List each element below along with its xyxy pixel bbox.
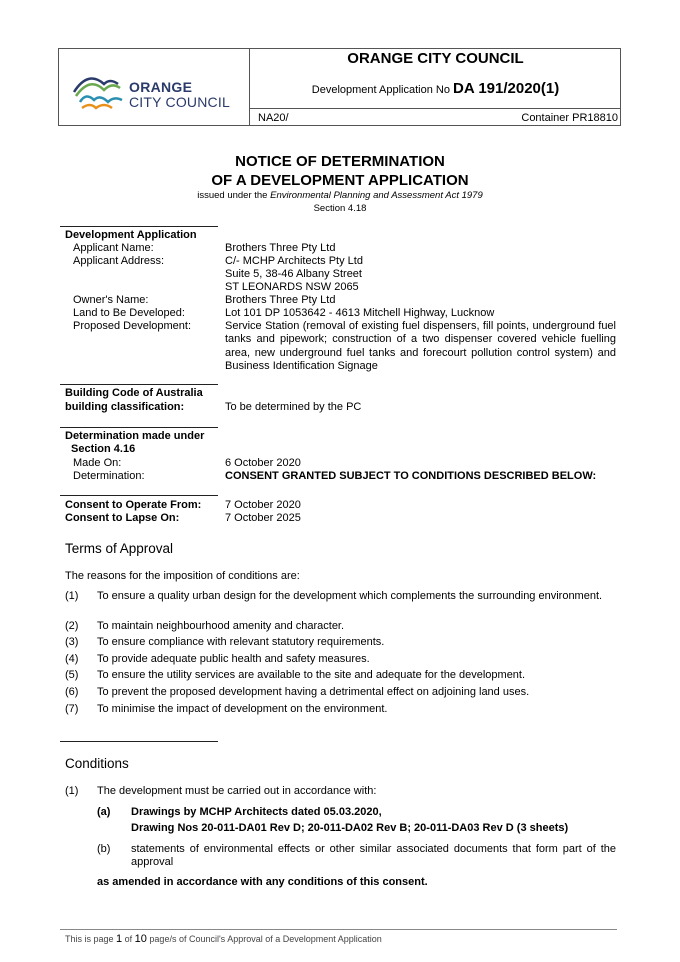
- address-line2: Suite 5, 38-46 Albany Street: [225, 268, 362, 280]
- land-label: Land to Be Developed:: [73, 307, 185, 319]
- terms-heading: Terms of Approval: [65, 541, 174, 556]
- page-total: 10: [134, 933, 147, 945]
- issued-under: [0, 190, 680, 201]
- term-number: (6): [65, 686, 79, 698]
- subitem-b-number: (b): [97, 843, 111, 855]
- footer-prefix: This is page: [65, 934, 117, 944]
- logo-text-city-council: CITY COUNCIL: [129, 94, 230, 110]
- section-ref: Section 4.18: [313, 203, 367, 214]
- section-rule: [60, 384, 218, 385]
- condition-number: (1): [65, 785, 79, 797]
- footer-of: of: [122, 934, 135, 944]
- section-rule: [60, 226, 218, 227]
- issued-prefix: issued under the: [197, 190, 271, 201]
- conditions-heading: Conditions: [65, 756, 129, 771]
- footer-suffix: page/s of Council's Approval of a Development Application: [146, 934, 382, 944]
- term-text: To minimise the impact of development on the environment.: [97, 703, 388, 715]
- address-line1: C/- MCHP Architects Pty Ltd: [225, 255, 363, 267]
- applicant-address-label: Applicant Address:: [73, 255, 165, 267]
- lapse-date: 7 October 2025: [225, 512, 301, 524]
- da-number-line: [250, 80, 621, 97]
- bca-label1: Building Code of Australia: [65, 387, 203, 399]
- term-number: (1): [65, 590, 79, 602]
- footer-rule: [60, 929, 617, 930]
- header-divider: [250, 108, 621, 109]
- condition-text: The development must be carried out in accordance with:: [97, 785, 377, 797]
- da-prefix: Development Application No: [311, 84, 450, 96]
- made-on-date: 6 October 2020: [225, 457, 301, 469]
- determination-heading2: Section 4.16: [71, 443, 136, 455]
- applicant-name: Brothers Three Pty Ltd: [225, 242, 336, 254]
- determination-label: Determination:: [73, 470, 145, 482]
- subitem-a-number: (a): [97, 806, 111, 818]
- address-line3: ST LEONARDS NSW 2065: [225, 281, 359, 293]
- term-number: (2): [65, 620, 79, 632]
- bca-value: To be determined by the PC: [225, 401, 362, 413]
- term-text: To ensure a quality urban design for the development which complements the surrounding environment.: [97, 590, 603, 602]
- determination-heading1: Determination made under: [65, 430, 205, 442]
- da-number: DA 191/2020(1): [453, 80, 560, 97]
- made-on-label: Made On:: [73, 457, 122, 469]
- owner-name: Brothers Three Pty Ltd: [225, 294, 336, 306]
- title-line1: NOTICE OF DETERMINATION: [235, 153, 445, 170]
- term-number: (3): [65, 636, 79, 648]
- section-rule: [60, 741, 218, 742]
- lapse-label: Consent to Lapse On:: [65, 512, 180, 524]
- logo-text-orange: ORANGE: [129, 79, 193, 95]
- land-description: Lot 101 DP 1053642 - 4613 Mitchell Highway, Lucknow: [225, 307, 495, 319]
- section-rule: [60, 495, 218, 496]
- container-number: Container PR18810: [521, 112, 618, 124]
- term-number: (4): [65, 653, 79, 665]
- page-number: 1: [116, 933, 123, 945]
- operate-label: Consent to Operate From:: [65, 499, 202, 511]
- page-footer: [65, 933, 382, 945]
- proposed-development: Service Station (removal of existing fuel dispensers, fill points, underground fuel tanks and pipework; construction of a two dispenser covered vehicle fuelling area, new underground fuel tanks and forecourt pollution control system) and Business Identification Signage: [225, 320, 616, 372]
- terms-intro: The reasons for the imposition of conditions are:: [65, 570, 300, 582]
- council-name: ORANGE CITY COUNCIL: [347, 50, 524, 67]
- term-number: (7): [65, 703, 79, 715]
- subitem-a-line2: Drawing Nos 20-011-DA01 Rev D; 20-011-DA02 Rev B; 20-011-DA03 Rev D (3 sheets): [131, 822, 569, 834]
- subitem-a-line1: Drawings by MCHP Architects dated 05.03.2020,: [131, 806, 382, 818]
- reference-number: NA20/: [258, 112, 289, 124]
- owner-label: Owner's Name:: [73, 294, 149, 306]
- term-text: To prevent the proposed development having a detrimental effect on adjoining land uses.: [97, 686, 530, 698]
- subitem-b-text: statements of environmental effects or other similar associated documents that form part of the approval: [131, 843, 616, 869]
- operate-date: 7 October 2020: [225, 499, 301, 511]
- section-rule: [60, 427, 218, 428]
- bca-label2: building classification:: [65, 401, 185, 413]
- dev-app-heading: Development Application: [65, 229, 197, 241]
- applicant-name-label: Applicant Name:: [73, 242, 154, 254]
- determination-value: CONSENT GRANTED SUBJECT TO CONDITIONS DESCRIBED BELOW:: [225, 470, 597, 482]
- amended-note: as amended in accordance with any conditions of this consent.: [97, 876, 428, 888]
- term-text: To ensure the utility services are available to the site and adequate for the development.: [97, 669, 526, 681]
- term-text: To ensure compliance with relevant statutory requirements.: [97, 636, 385, 648]
- act-name: Environmental Planning and Assessment Act 1979: [270, 190, 483, 201]
- term-text: To provide adequate public health and safety measures.: [97, 653, 370, 665]
- term-number: (5): [65, 669, 79, 681]
- proposed-label: Proposed Development:: [73, 320, 192, 332]
- term-text: To maintain neighbourhood amenity and character.: [97, 620, 345, 632]
- title-line2: OF A DEVELOPMENT APPLICATION: [211, 172, 469, 189]
